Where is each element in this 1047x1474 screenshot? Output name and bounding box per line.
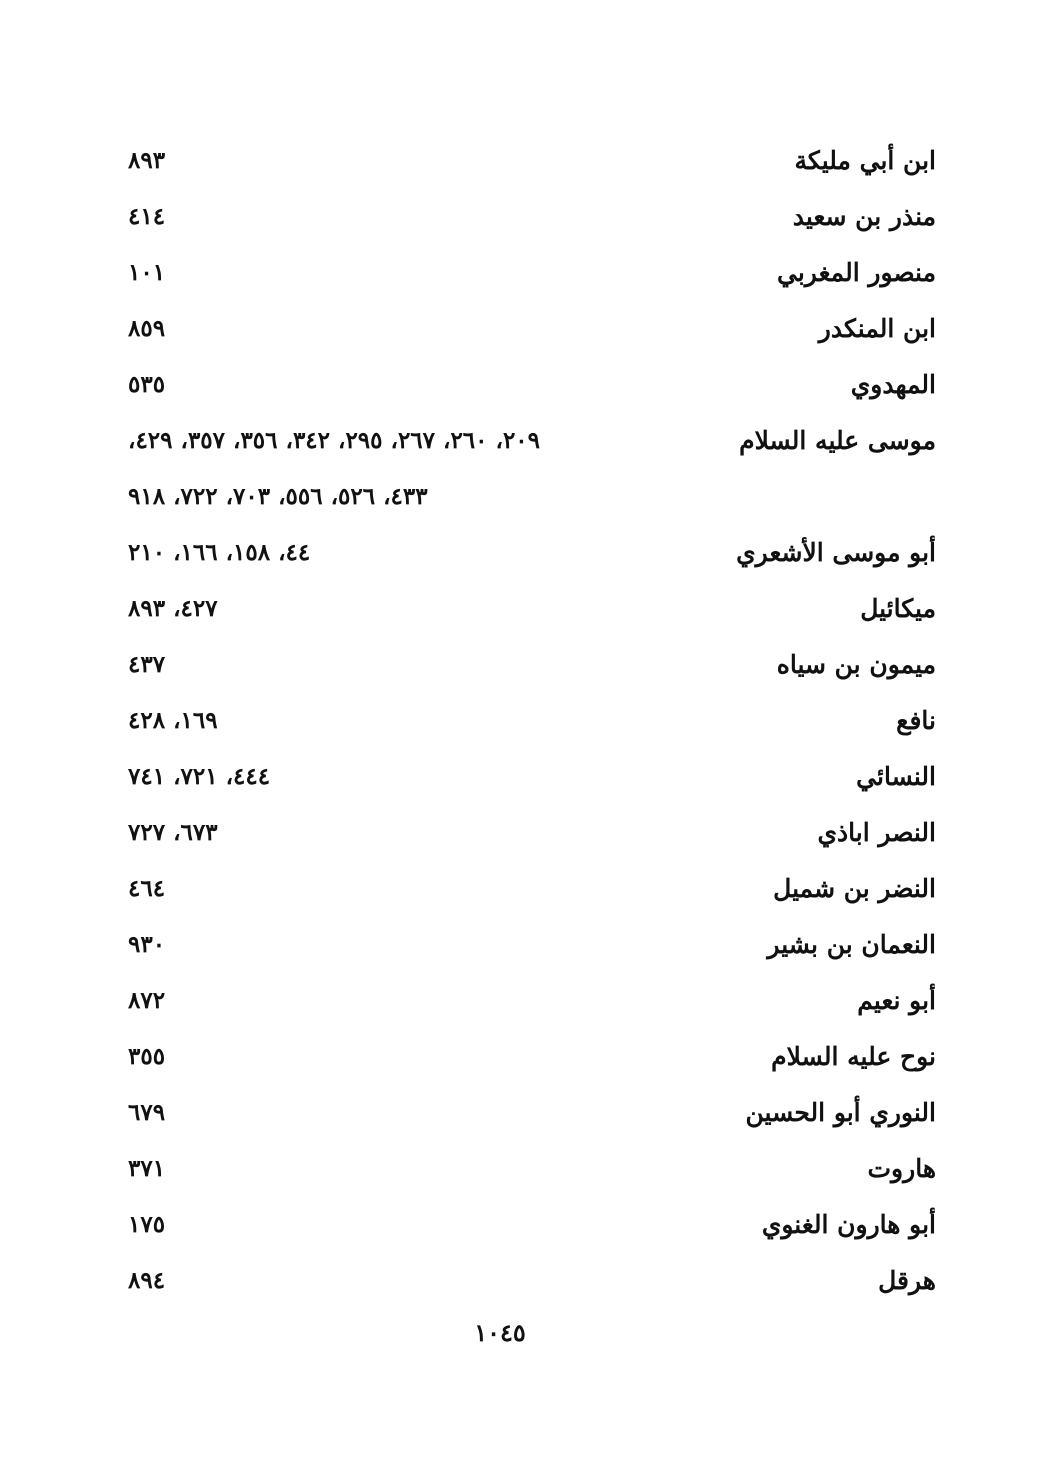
entry-pages-line: ٤٤، ١٥٨، ١٦٦، ٢١٠ — [128, 539, 311, 566]
index-entry — [128, 364, 936, 420]
entry-pages-line: ٨٩٤ — [128, 1267, 166, 1294]
index-entry — [128, 868, 936, 924]
entry-name: النسائي — [856, 762, 936, 791]
index-entry — [128, 1148, 936, 1204]
entry-pages — [128, 986, 165, 1042]
index-entry — [128, 308, 936, 364]
index-entry — [128, 252, 936, 308]
entry-pages — [128, 258, 165, 314]
index-entry — [128, 196, 936, 252]
entry-pages — [128, 370, 165, 426]
entry-name: منصور المغربي — [777, 258, 936, 287]
index-list — [128, 140, 936, 1316]
entry-name: ميكائيل — [860, 594, 936, 623]
entry-pages-line: ٨٥٩ — [128, 315, 166, 342]
entry-pages-line: ٦٧٣، ٧٢٧ — [128, 819, 218, 846]
entry-pages — [128, 930, 165, 986]
index-entry — [128, 1092, 936, 1148]
entry-pages-line: ٢٠٩، ٢٦٠، ٢٦٧، ٢٩٥، ٣٤٢، ٣٥٦، ٣٥٧، ٤٢٩، — [128, 427, 540, 454]
entry-name: النوري أبو الحسين — [745, 1098, 936, 1127]
index-entry — [128, 924, 936, 980]
entry-pages — [128, 426, 540, 538]
entry-name: ابن المنكدر — [818, 314, 936, 343]
entry-pages — [128, 818, 218, 874]
entry-name: النصر اباذي — [817, 818, 936, 847]
entry-pages-line: ٨٩٣ — [128, 147, 166, 174]
entry-name: هاروت — [867, 1154, 936, 1183]
entry-name: نوح عليه السلام — [771, 1042, 936, 1071]
index-entry — [128, 980, 936, 1036]
entry-pages-line: ٦٧٩ — [128, 1099, 166, 1126]
index-entry — [128, 420, 936, 532]
entry-pages — [128, 1210, 165, 1266]
entry-pages-line: ٨٧٢ — [128, 987, 166, 1014]
entry-pages-line: ٤٦٤ — [128, 875, 166, 902]
index-entry — [128, 1204, 936, 1260]
entry-pages — [128, 1266, 165, 1322]
entry-pages-line: ٥٣٥ — [128, 371, 166, 398]
entry-pages-line: ٤١٤ — [128, 203, 166, 230]
page-number: ١٠٤٥ — [474, 1318, 526, 1347]
entry-name: أبو هارون الغنوي — [761, 1210, 936, 1239]
entry-pages — [128, 1042, 165, 1098]
entry-pages — [128, 594, 218, 650]
index-entry — [128, 140, 936, 196]
entry-pages-line: ١٠١ — [128, 259, 166, 286]
entry-pages — [128, 314, 165, 370]
entry-pages — [128, 706, 218, 762]
entry-pages-line: ١٧٥ — [128, 1211, 166, 1238]
entry-name: أبو نعيم — [857, 986, 936, 1015]
entry-pages-line: ٩٣٠ — [128, 931, 166, 958]
index-entry — [128, 1036, 936, 1092]
index-entry — [128, 756, 936, 812]
entry-pages — [128, 538, 310, 594]
index-entry — [128, 1260, 936, 1316]
index-entry — [128, 588, 936, 644]
entry-name: هرقل — [878, 1266, 936, 1295]
entry-name: النعمان بن بشير — [767, 930, 936, 959]
entry-pages — [128, 1154, 165, 1210]
entry-name: نافع — [896, 706, 936, 735]
entry-pages — [128, 762, 270, 818]
entry-name: منذر بن سعيد — [792, 202, 936, 231]
entry-pages-line: ١٦٩، ٤٢٨ — [128, 707, 218, 734]
entry-pages — [128, 1098, 165, 1154]
entry-name: أبو موسى الأشعري — [736, 538, 936, 567]
entry-pages-line: ٤٤٤، ٧٢١، ٧٤١ — [128, 763, 271, 790]
entry-pages-line: ٣٧١ — [128, 1155, 166, 1182]
entry-name: موسى عليه السلام — [739, 426, 936, 455]
entry-pages-line: ٤٢٧، ٨٩٣ — [128, 595, 218, 622]
index-entry — [128, 812, 936, 868]
entry-name: النضر بن شميل — [773, 874, 936, 903]
entry-pages-line: ٤٣٣، ٥٢٦، ٥٥٦، ٧٠٣، ٧٢٢، ٩١٨ — [128, 483, 428, 510]
entry-name: ابن أبي مليكة — [794, 146, 936, 175]
entry-pages-line: ٣٥٥ — [128, 1043, 166, 1070]
entry-pages — [128, 874, 165, 930]
entry-pages — [128, 202, 165, 258]
index-entry — [128, 532, 936, 588]
entry-pages — [128, 146, 165, 202]
entry-pages-line: ٤٣٧ — [128, 651, 166, 678]
index-entry — [128, 644, 936, 700]
entry-name: ميمون بن سياه — [776, 650, 936, 679]
index-entry — [128, 700, 936, 756]
entry-pages — [128, 650, 165, 706]
entry-name: المهدوي — [850, 370, 936, 399]
